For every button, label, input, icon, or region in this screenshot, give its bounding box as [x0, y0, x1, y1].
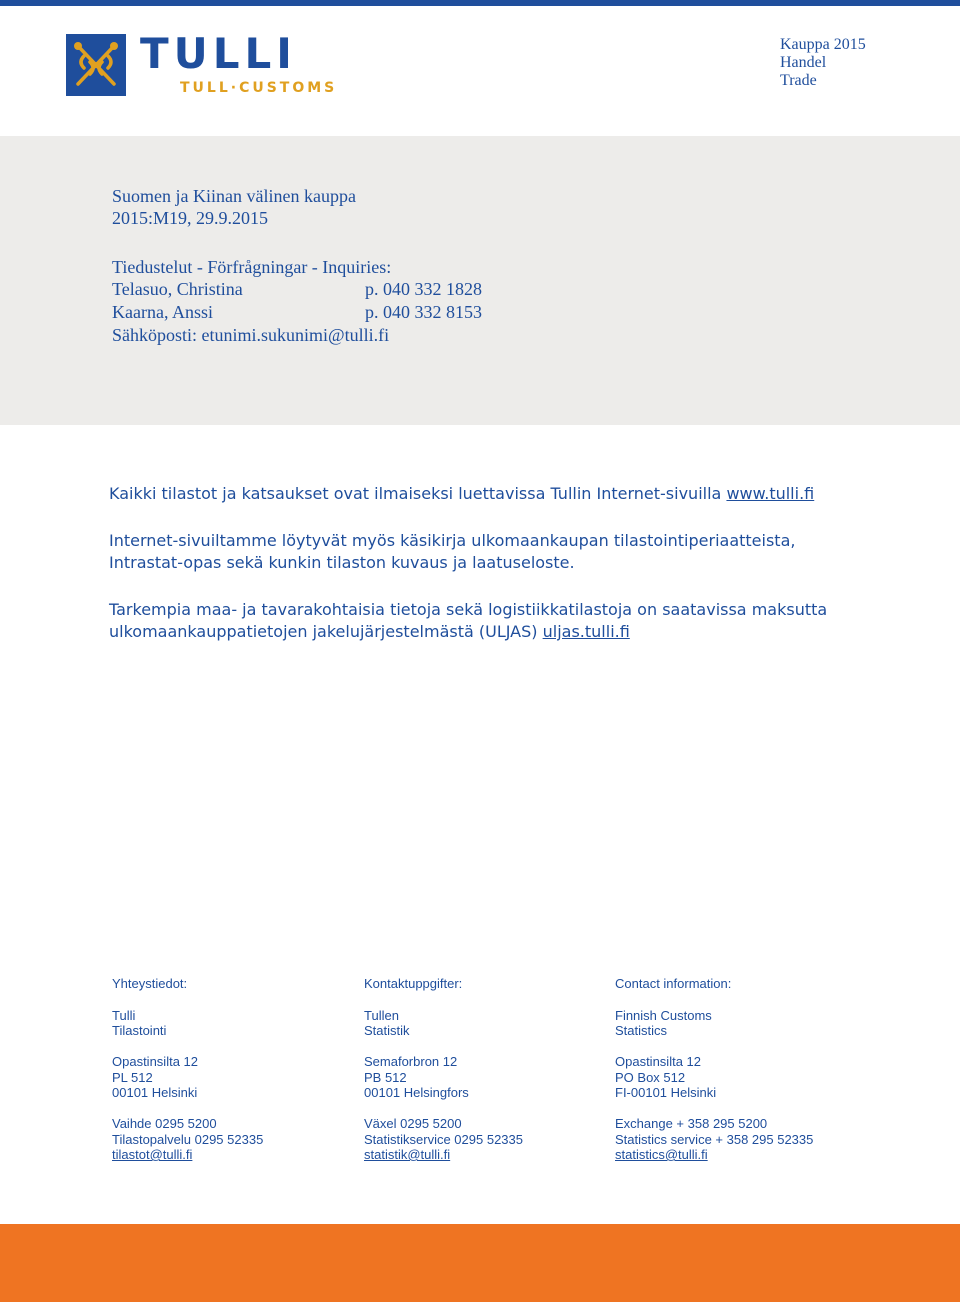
paragraph-handbook	[109, 530, 909, 574]
tulli-emblem-icon	[66, 34, 126, 96]
footer-org: Tilastointi	[112, 1023, 167, 1038]
footer-address: PL 512	[112, 1069, 153, 1085]
footer-column-en	[615, 976, 813, 1163]
footer-address: Opastinsilta 12	[112, 1054, 198, 1069]
uljas-link[interactable]: uljas.tulli.fi	[542, 622, 630, 641]
footer-address: Semaforbron 12	[364, 1054, 458, 1069]
footer-address: PO Box 512	[615, 1069, 686, 1085]
footer-email-link[interactable]: statistics@tulli.fi	[615, 1147, 708, 1162]
footer-heading: Contact information:	[615, 976, 732, 991]
contact-name: Kaarna, Anssi	[112, 302, 213, 322]
topic-en: Trade	[780, 72, 817, 89]
paragraph-line: Tarkempia maa- ja tavarakohtaisia tietoja sekä logistiikkatilastoja on saatavissa maksutta	[109, 600, 828, 619]
contact-phone: p. 040 332 1828	[365, 279, 482, 299]
footer-orange-bar	[0, 1224, 960, 1302]
paragraph-line: Internet-sivuiltamme löytyvät myös käsikirja ulkomaankaupan tilastointiperiaatteista,	[109, 531, 796, 550]
paragraph-uljas	[109, 599, 909, 643]
footer-email-link[interactable]: statistik@tulli.fi	[364, 1147, 451, 1162]
footer-org: Tullen	[364, 1007, 399, 1023]
paragraph-text: Kaikki tilastot ja katsaukset ovat ilmaiseksi luettavissa Tullin Internet-sivuilla	[109, 484, 722, 503]
contact-phone: p. 040 332 8153	[365, 302, 482, 322]
contact-name: Telasuo, Christina	[112, 279, 243, 299]
logo-title: TULLI	[140, 29, 297, 78]
footer-address: FI-00101 Helsinki	[615, 1085, 717, 1100]
inquiries-label: Tiedustelut - Förfrågningar - Inquiries:	[112, 257, 392, 277]
tulli-website-link[interactable]: www.tulli.fi	[726, 484, 815, 503]
footer-org: Statistik	[364, 1023, 410, 1038]
top-bar	[0, 0, 960, 6]
footer-org: Finnish Customs	[615, 1007, 712, 1023]
paragraph-text: ulkomaankauppatietojen jakelujärjestelmästä (ULJAS)	[109, 622, 538, 641]
footer-org: Tulli	[112, 1007, 136, 1023]
paragraph-line: Intrastat-opas sekä kunkin tilaston kuvaus ja laatuseloste.	[109, 553, 575, 572]
footer-phone: Tilastopalvelu 0295 52335	[112, 1131, 264, 1147]
footer-address: PB 512	[364, 1069, 407, 1085]
contact-row	[112, 278, 243, 300]
email-line: Sähköposti: etunimi.sukunimi@tulli.fi	[112, 325, 390, 345]
release-title: Suomen ja Kiinan välinen kauppa	[112, 186, 356, 206]
publication-topic	[780, 36, 866, 90]
footer-address: Opastinsilta 12	[615, 1054, 701, 1069]
footer-phone: Exchange + 358 295 5200	[615, 1116, 768, 1131]
footer-phone: Växel 0295 5200	[364, 1116, 462, 1131]
footer-address: 00101 Helsingfors	[364, 1085, 469, 1100]
topic-sv: Handel	[780, 54, 827, 71]
footer-address: 00101 Helsinki	[112, 1085, 198, 1100]
contact-row	[112, 301, 213, 323]
footer-heading: Yhteystiedot:	[112, 976, 188, 991]
topic-fi: Kauppa 2015	[780, 36, 866, 53]
footer-phone: Vaihde 0295 5200	[112, 1116, 217, 1131]
footer-email-link[interactable]: tilastot@tulli.fi	[112, 1147, 193, 1162]
footer-heading: Kontaktuppgifter:	[364, 976, 463, 991]
tulli-logo	[66, 29, 376, 98]
footer-phone: Statistics service + 358 295 52335	[615, 1131, 814, 1147]
logo-subtitle: TULL·CUSTOMS	[180, 80, 338, 96]
release-date: 2015:M19, 29.9.2015	[112, 208, 269, 228]
footer-org: Statistics	[615, 1023, 668, 1038]
crossed-staffs-icon	[66, 34, 126, 96]
paragraph-statistics-online	[109, 483, 909, 505]
footer-column-sv	[364, 976, 523, 1163]
footer-phone: Statistikservice 0295 52335	[364, 1131, 523, 1147]
footer-column-fi	[112, 976, 263, 1163]
